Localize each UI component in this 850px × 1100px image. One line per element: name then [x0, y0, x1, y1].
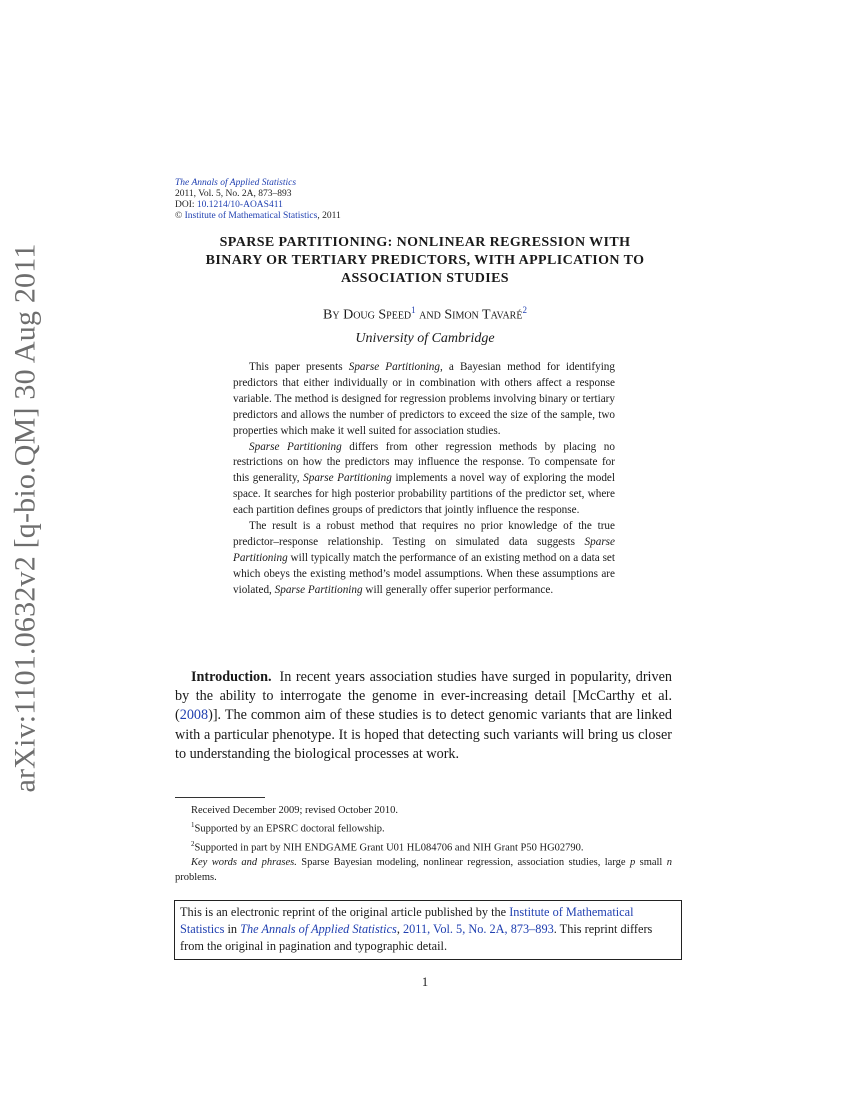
doi-link[interactable]: 10.1214/10-AOAS411 [196, 200, 283, 210]
method-name: Sparse Partitioning [303, 472, 392, 485]
introduction-section [175, 668, 672, 764]
abstract-text: will generally offer superior performance. [362, 583, 554, 596]
publisher-link[interactable]: Institute of Mathematical Statistics [184, 211, 318, 221]
page-number: 1 [421, 975, 429, 989]
affiliation: University of Cambridge [355, 331, 495, 346]
footnotes [175, 803, 672, 885]
keywords-text: problems. [175, 872, 217, 883]
institute-link[interactable]: Institute of Mathematical Statistics [180, 905, 634, 936]
footnote-ref-2[interactable]: 2 [522, 305, 527, 315]
math-symbol: p [629, 857, 636, 868]
section-heading: Introduction. [191, 669, 272, 685]
footnote-text: Supported by an EPSRC doctoral fellowship. [194, 823, 385, 835]
journal-link[interactable]: The Annals of Applied Statistics [240, 922, 397, 936]
reprint-notice-box [174, 900, 682, 960]
method-name: Sparse Partitioning [249, 440, 342, 453]
copyright-year: , 2011 [317, 211, 341, 221]
abstract-text: , a Bayesian method for identifying predictors that either individually or in combination with others affect a response variable. The method is designed for regression problems involving binary or tertiary predictors and allows the number of predictors to exceed the size of the sample, two properties which make it well suited for association studies. [233, 361, 615, 437]
footnote-ref-1[interactable]: 1 [411, 305, 416, 315]
journal-info [175, 178, 341, 222]
title-line: ASSOCIATION STUDIES [340, 271, 509, 286]
footnote-mark: 2 [191, 839, 195, 848]
footnote-text: Supported in part by NIH ENDGAME Grant U01 HL084706 and NIH Grant P50 HG02790. [194, 842, 584, 853]
citation-link[interactable]: 2008 [179, 707, 209, 724]
title-line: BINARY OR TERTIARY PREDICTORS, WITH APPLICATION TO [205, 253, 645, 268]
keywords-text: small [635, 857, 667, 868]
intro-paragraph [175, 668, 672, 764]
method-name: Sparse Partitioning [233, 535, 615, 564]
footnote-divider [175, 797, 265, 798]
footnote-1 [175, 818, 672, 837]
title-line: SPARSE PARTITIONING: NONLINEAR REGRESSION WITH [219, 235, 631, 250]
abstract [233, 360, 615, 599]
by-word: By [323, 307, 344, 323]
math-symbol: n [666, 857, 673, 868]
author-line [150, 305, 700, 324]
reprint-text: in [224, 922, 241, 936]
keywords [175, 855, 672, 885]
doi-label: DOI: [175, 200, 195, 210]
abstract-paragraph [233, 440, 615, 520]
journal-volume: 2011, Vol. 5, No. 2A, 873–893 [175, 189, 292, 199]
author-name: Doug Speed [343, 307, 412, 323]
intro-text: In recent years association studies have surged in popularity, driven by the ability to interrogate the genome in ever-increasing detail [McCarthy et al. ( [175, 669, 672, 724]
author-name: Simon Tavaré [444, 307, 523, 323]
paper-title [150, 234, 700, 288]
received-note: Received December 2009; revised October 2010. [191, 805, 399, 816]
arxiv-identifier-sidebar [4, 242, 48, 793]
journal-name-link[interactable]: The Annals of Applied Statistics [175, 178, 297, 188]
method-name: Sparse Partitioning [348, 361, 440, 373]
arxiv-identifier: arXiv:1101.0632v2 [q-bio.QM] 30 Aug 2011 [9, 242, 43, 793]
abstract-text: differs from other regression methods by placing no restrictions on how the predictors may influence the response. To compensate for this generality, [233, 440, 615, 485]
abstract-text: implements a novel way of exploring the model space. It searches for high posterior probability partitions of the predictor set, where each partition defines groups of predictors that jointly influence the response. [233, 472, 615, 517]
footnote-mark: 1 [191, 821, 195, 829]
method-name: Sparse Partitioning [274, 583, 363, 596]
abstract-text: This paper presents [249, 361, 349, 373]
abstract-paragraph [233, 360, 615, 440]
volume-link[interactable]: 2011, Vol. 5, No. 2A, 873–893 [402, 922, 554, 936]
footnote-2 [175, 837, 672, 856]
keywords-text: Sparse Bayesian modeling, nonlinear regression, association studies, large [296, 857, 630, 868]
copyright-icon: © [175, 211, 183, 221]
keywords-label: Key words and phrases. [191, 857, 297, 868]
and-word: and [415, 307, 445, 323]
intro-text: )]. The common aim of these studies is to detect genomic variants that are linked with a particular phenotype. It is hoped that detecting such variants will bring us closer to understanding the biological processes at work. [175, 707, 672, 762]
abstract-paragraph [233, 519, 615, 599]
abstract-text: will typically match the performance of an existing method on a data set which obeys the existing method’s model assumptions. When these assumptions are violated, [233, 551, 615, 596]
reprint-text: . This reprint differs from the original in pagination and typographic detail. [180, 922, 653, 953]
reprint-text: This is an electronic reprint of the original article published by the [180, 905, 507, 919]
reprint-text: , [396, 922, 400, 936]
abstract-text: The result is a robust method that requires no prior knowledge of the true predictor–response relationship. Testing on simulated data suggests [233, 520, 615, 548]
